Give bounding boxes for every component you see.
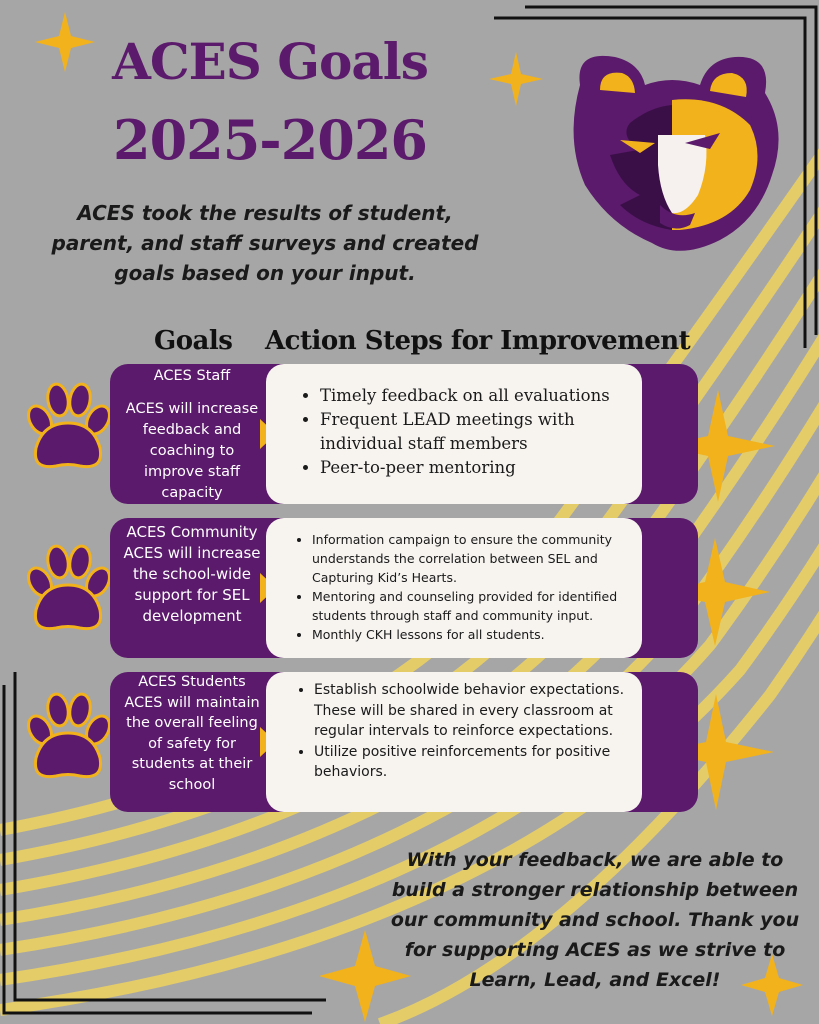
action-steps-card <box>266 364 642 504</box>
actions-column-header: Action Steps for Improvement <box>265 326 691 356</box>
goal-text: ACES will maintain the overall feeling of safety for students at their school <box>124 694 260 793</box>
list-item: • Establish schoolwide behavior expectations. These will be shared in every classroom at regular intervals to reinforce expectations. <box>314 680 632 742</box>
goal-row-students <box>110 672 698 812</box>
goal-text: ACES will increase the school-wide support for SEL development <box>123 544 261 625</box>
goal-description <box>122 366 262 504</box>
goal-description <box>122 672 262 795</box>
goals-column-header: Goals <box>154 326 233 356</box>
paw-print-icon <box>18 688 118 788</box>
year-title: 2025-2026 <box>113 108 427 172</box>
action-steps-card <box>266 518 642 658</box>
action-steps-list <box>294 384 630 480</box>
closing-message: With your feedback, we are able to build a stronger relationship between our community and school. Thank you for supporting ACES as we strive to Learn, Lead, and Excel! <box>390 849 800 991</box>
action-steps-card <box>266 672 642 812</box>
goal-text: ACES will increase feedback and coaching to improve staff capacity <box>125 401 259 501</box>
list-item: • Frequent LEAD meetings with individual staff members <box>320 408 630 456</box>
goal-description <box>122 522 262 627</box>
list-item: • Utilize positive reinforcements for positive behaviors. <box>314 742 632 783</box>
list-item: • Peer-to-peer mentoring <box>320 456 630 480</box>
list-item: • Timely feedback on all evaluations <box>320 384 630 408</box>
goal-title: ACES Students <box>138 674 246 690</box>
paw-print-icon <box>18 378 118 478</box>
action-steps-list <box>286 530 632 644</box>
bear-mascot-logo <box>560 45 785 260</box>
list-item: • Information campaign to ensure the community understands the correlation between SEL and Capturing Kid’s Hearts. <box>312 530 632 587</box>
intro-text: ACES took the results of student, parent, and staff surveys and created goals based on your input. <box>51 201 479 285</box>
list-item: • Mentoring and counseling provided for identified students through staff and community input. <box>312 587 632 625</box>
action-steps-list <box>288 680 632 783</box>
list-item: • Monthly CKH lessons for all students. <box>312 625 632 644</box>
goal-title: ACES Community <box>126 523 258 541</box>
goal-row-staff <box>110 364 698 504</box>
paw-print-icon <box>18 540 118 640</box>
goal-row-community <box>110 518 698 658</box>
goal-title: ACES Staff <box>153 368 231 384</box>
page-title: ACES Goals <box>112 32 428 91</box>
